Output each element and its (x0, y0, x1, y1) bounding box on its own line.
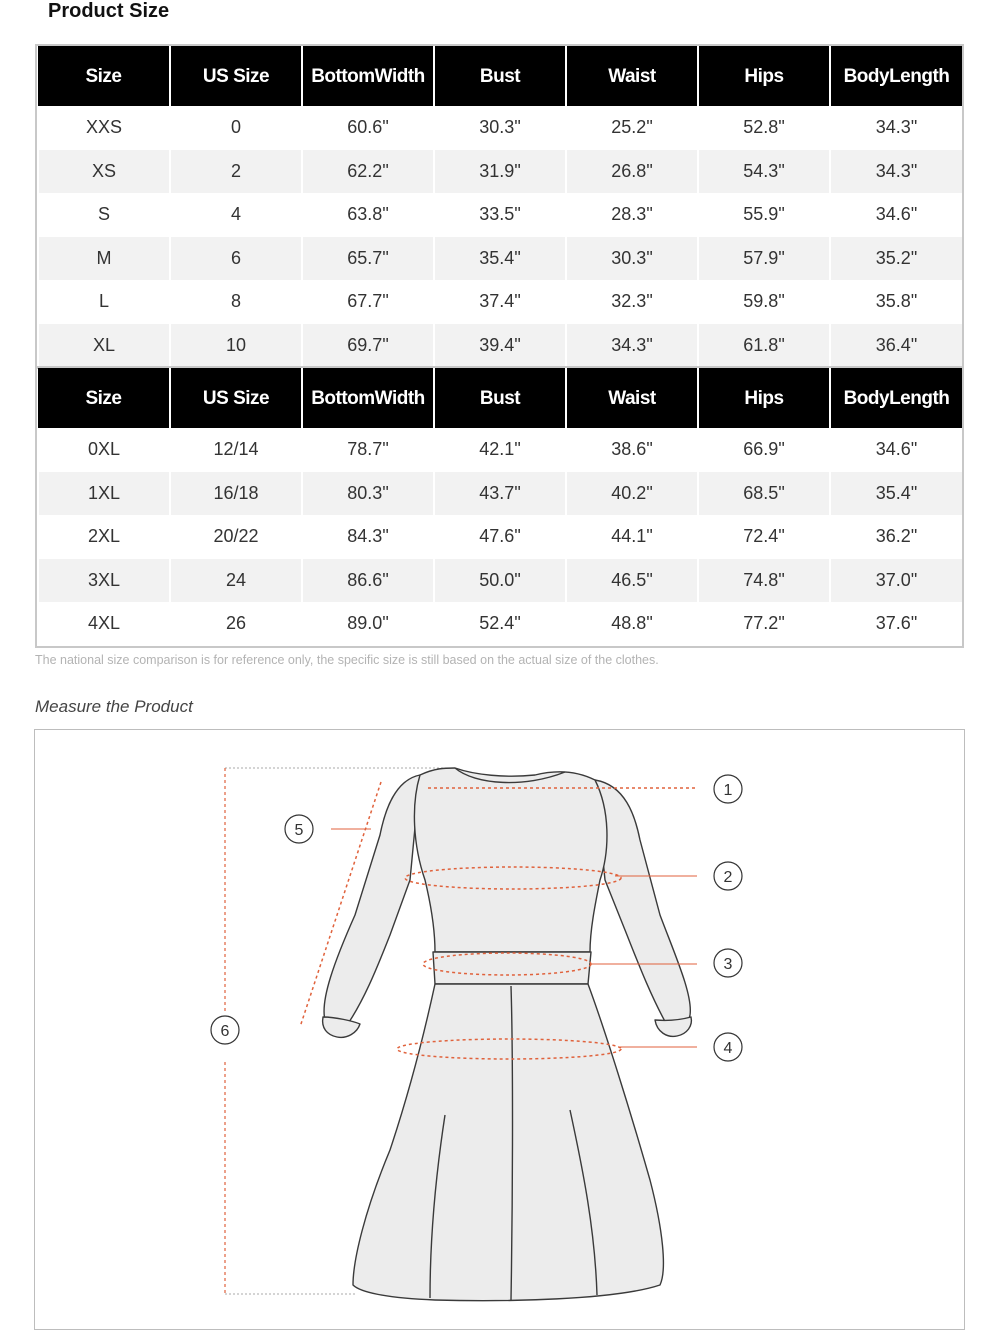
cell-bust: 30.3" (434, 106, 566, 150)
cell-size: S (38, 193, 170, 237)
size-table-plus-grid (37, 368, 962, 646)
cell-us-size: 2 (170, 150, 302, 194)
table-row (38, 428, 962, 472)
cell-hips: 54.3" (698, 150, 830, 194)
cell-body-length: 35.2" (830, 237, 962, 281)
page-title: Product Size (48, 0, 170, 22)
cell-body-length: 34.3" (830, 106, 962, 150)
cell-bust: 35.4" (434, 237, 566, 281)
marker-4 (714, 1033, 742, 1061)
cell-bust: 31.9" (434, 150, 566, 194)
cell-waist: 30.3" (566, 237, 698, 281)
marker-2 (714, 862, 742, 890)
cell-bust: 52.4" (434, 602, 566, 646)
header-size: Size (38, 46, 170, 106)
cell-us-size: 20/22 (170, 515, 302, 559)
header-hips: Hips (698, 46, 830, 106)
cell-hips: 59.8" (698, 280, 830, 324)
cell-hips: 77.2" (698, 602, 830, 646)
cell-size: 3XL (38, 559, 170, 603)
svg-text:3: 3 (723, 956, 733, 973)
cell-bottom-width: 63.8" (302, 193, 434, 237)
cell-us-size: 0 (170, 106, 302, 150)
cell-bust: 37.4" (434, 280, 566, 324)
cell-size: 1XL (38, 472, 170, 516)
marker-6 (211, 1016, 239, 1044)
header-waist: Waist (566, 46, 698, 106)
table-row (38, 602, 962, 646)
cell-bottom-width: 78.7" (302, 428, 434, 472)
cell-body-length: 34.6" (830, 428, 962, 472)
header-bust: Bust (434, 46, 566, 106)
cell-body-length: 35.8" (830, 280, 962, 324)
size-table-plus (35, 366, 964, 648)
cell-hips: 55.9" (698, 193, 830, 237)
cell-bottom-width: 80.3" (302, 472, 434, 516)
table-row (38, 150, 962, 194)
cell-hips: 57.9" (698, 237, 830, 281)
dress-measurement-illustration (35, 730, 966, 1331)
right-cuff (655, 1017, 691, 1036)
header-bust: Bust (434, 368, 566, 428)
cell-waist: 28.3" (566, 193, 698, 237)
cell-bottom-width: 69.7" (302, 324, 434, 368)
cell-waist: 44.1" (566, 515, 698, 559)
cell-size: M (38, 237, 170, 281)
size-table-standard-grid (37, 46, 962, 367)
table-row (38, 280, 962, 324)
svg-text:2: 2 (723, 869, 733, 886)
header-us-size: US Size (170, 368, 302, 428)
cell-bottom-width: 89.0" (302, 602, 434, 646)
header-bottom-width: BottomWidth (302, 368, 434, 428)
cell-bottom-width: 86.6" (302, 559, 434, 603)
table-header-row (38, 368, 962, 428)
header-hips: Hips (698, 368, 830, 428)
bodice (414, 768, 607, 952)
cell-size: XXS (38, 106, 170, 150)
marker-1 (714, 775, 742, 803)
size-disclaimer-note: The national size comparison is for reference only, the specific size is still based on the actual size of the clothes. (35, 653, 659, 667)
cell-hips: 74.8" (698, 559, 830, 603)
cell-waist: 48.8" (566, 602, 698, 646)
cell-waist: 46.5" (566, 559, 698, 603)
measure-section-title: Measure the Product (35, 697, 193, 716)
marker-3 (714, 949, 742, 977)
header-body-length: BodyLength (830, 368, 962, 428)
dress-figure (323, 768, 692, 1301)
cell-waist: 25.2" (566, 106, 698, 150)
cell-bust: 33.5" (434, 193, 566, 237)
cell-hips: 68.5" (698, 472, 830, 516)
cell-body-length: 35.4" (830, 472, 962, 516)
table-row (38, 106, 962, 150)
cell-body-length: 34.3" (830, 150, 962, 194)
cell-bottom-width: 62.2" (302, 150, 434, 194)
cell-bust: 42.1" (434, 428, 566, 472)
table-row (38, 472, 962, 516)
cell-bust: 39.4" (434, 324, 566, 368)
cell-bust: 47.6" (434, 515, 566, 559)
cell-waist: 32.3" (566, 280, 698, 324)
header-body-length: BodyLength (830, 46, 962, 106)
header-size: Size (38, 368, 170, 428)
cell-hips: 72.4" (698, 515, 830, 559)
cell-size: L (38, 280, 170, 324)
left-sleeve (324, 775, 420, 1031)
cell-hips: 66.9" (698, 428, 830, 472)
table-row (38, 324, 962, 368)
cell-bust: 50.0" (434, 559, 566, 603)
right-sleeve (595, 780, 690, 1029)
cell-body-length: 37.0" (830, 559, 962, 603)
cell-us-size: 26 (170, 602, 302, 646)
table-row (38, 237, 962, 281)
cell-us-size: 10 (170, 324, 302, 368)
svg-text:1: 1 (723, 782, 733, 799)
cell-bottom-width: 60.6" (302, 106, 434, 150)
header-us-size: US Size (170, 46, 302, 106)
cell-size: XL (38, 324, 170, 368)
cell-us-size: 8 (170, 280, 302, 324)
header-bottom-width: BottomWidth (302, 46, 434, 106)
marker-5 (285, 815, 313, 843)
cell-us-size: 4 (170, 193, 302, 237)
header-waist: Waist (566, 368, 698, 428)
cell-bust: 43.7" (434, 472, 566, 516)
cell-us-size: 6 (170, 237, 302, 281)
table-row (38, 515, 962, 559)
cell-size: 4XL (38, 602, 170, 646)
svg-text:4: 4 (723, 1040, 733, 1057)
cell-us-size: 12/14 (170, 428, 302, 472)
cell-waist: 34.3" (566, 324, 698, 368)
measurement-diagram (34, 729, 965, 1330)
cell-us-size: 24 (170, 559, 302, 603)
svg-text:6: 6 (220, 1023, 230, 1040)
cell-waist: 26.8" (566, 150, 698, 194)
left-cuff (323, 1017, 360, 1037)
cell-hips: 61.8" (698, 324, 830, 368)
table-row (38, 193, 962, 237)
cell-body-length: 37.6" (830, 602, 962, 646)
table-row (38, 559, 962, 603)
cell-bottom-width: 65.7" (302, 237, 434, 281)
size-table-standard (35, 44, 964, 369)
table-header-row (38, 46, 962, 106)
cell-body-length: 36.2" (830, 515, 962, 559)
cell-size: 0XL (38, 428, 170, 472)
skirt (353, 984, 663, 1301)
cell-waist: 40.2" (566, 472, 698, 516)
cell-body-length: 34.6" (830, 193, 962, 237)
cell-body-length: 36.4" (830, 324, 962, 368)
cell-bottom-width: 67.7" (302, 280, 434, 324)
svg-text:5: 5 (294, 822, 304, 839)
cell-waist: 38.6" (566, 428, 698, 472)
cell-hips: 52.8" (698, 106, 830, 150)
cell-bottom-width: 84.3" (302, 515, 434, 559)
cell-us-size: 16/18 (170, 472, 302, 516)
cell-size: XS (38, 150, 170, 194)
cell-size: 2XL (38, 515, 170, 559)
